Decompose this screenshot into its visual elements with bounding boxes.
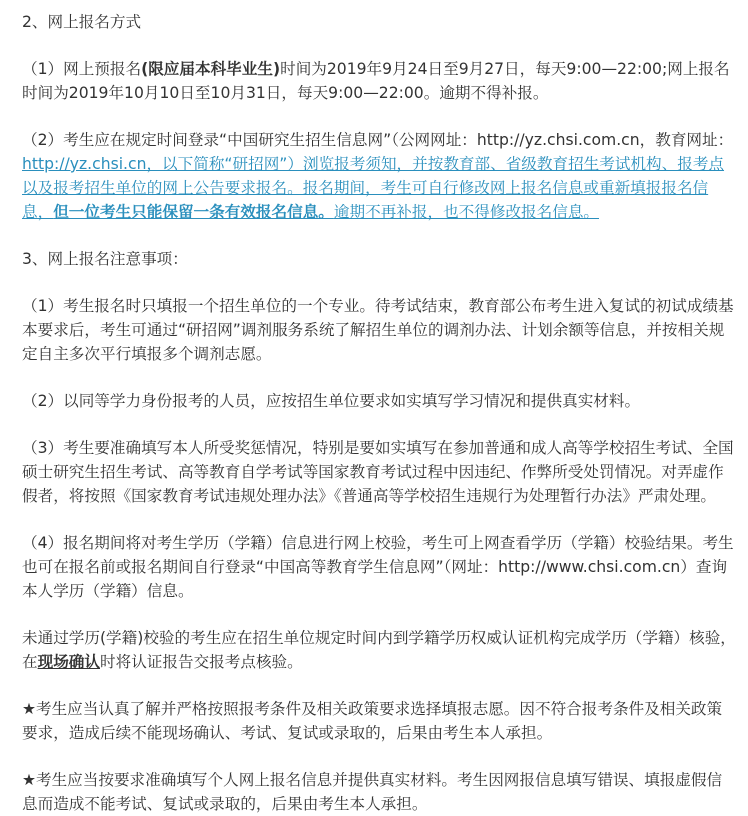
section-3-item-4: （4）报名期间将对考生学历（学籍）信息进行网上校验，考生可上网查看学历（学籍）校验结果。考生也可在报名前或报名期间自行登录“中国高等教育学生信息网”（网址：http://www.chsi.com.cn）查询本人学历（学籍）信息。 [22, 534, 734, 600]
section-2-item-2 [22, 128, 736, 224]
section-2-heading: 2、网上报名方式 [22, 13, 142, 31]
item-2-prefix: （2）考生应在规定时间登录“中国研究生招生信息网”（公网网址：http://yz.chsi.com.cn，教育网址： [22, 131, 734, 149]
note-prefix: 未通过学历(学籍)校验的考生应在招生单位规定时间内到学籍学历权威认证机构完成学历（学籍）核验，在 [22, 629, 736, 671]
section-3-item-2: （2）以同等学力身份报考的人员，应按招生单位要求如实填写学习情况和提供真实材料。 [22, 392, 641, 410]
link-text[interactable]: http://yz.chsi.cn，以下简称“研招网”）浏览报考须知，并按教育部、省级教育招生考试机构、报考点以及报考招生单位的网上公告要求报名。报名期间，考生可自行修改网上报名信息或重新填报报名信息， [22, 155, 725, 221]
link-bold-text[interactable]: 但一位考生只能保留一条有效报名信息。 [53, 203, 334, 221]
star-note-1: ★考生应当认真了解并严格按照报考条件及相关政策要求选择填报志愿。因不符合报考条件及相关政策要求，造成后续不能现场确认、考试、复试或录取的，后果由考生本人承担。 [22, 700, 723, 742]
star-note-2: ★考生应当按要求准确填写个人网上报名信息并提供真实材料。考生因网报信息填写错误、填报虚假信息而造成不能考试、复试或录取的，后果由考生本人承担。 [22, 771, 723, 813]
section-3-item-3: （3）考生要准确填写本人所受奖惩情况，特别是要如实填写在参加普通和成人高等学校招生考试、全国硕士研究生招生考试、高等教育自学考试等国家教育考试过程中因违纪、作弊所受处罚情况。对弄虚作假者，将按照《国家教育考试违规处理办法》《普通高等学校招生违规行为处理暂行办法》严肃处理。 [22, 439, 734, 505]
note-rest: 时将认证报告交报考点核验。 [100, 653, 303, 671]
section-3-item-1: （1）考生报名时只填报一个招生单位的一个专业。待考试结束，教育部公布考生进入复试的初试成绩基本要求后，考生可通过“研招网”调剂服务系统了解招生单位的调剂办法、计划余额等信息，并按相关规定自主多次平行填报多个调剂志愿。 [22, 297, 734, 363]
link-tail-text[interactable]: 逾期不再补报，也不得修改报名信息。 [333, 203, 600, 221]
section-3-heading: 3、网上报名注意事项： [22, 250, 188, 268]
item-1-prefix: （1）网上预报名 [22, 60, 142, 78]
item-1-rest: 时间为2019年9月24日至9月27日，每天9:00—22:00;网上报名时间为2019年10月10日至10月31日，每天9:00—22:00。逾期不得补报。 [22, 60, 730, 102]
note-bold-onsite-confirm: 现场确认 [37, 653, 100, 671]
section-2-item-1 [22, 57, 736, 105]
item-1-bold-note: (限应届本科毕业生) [141, 60, 281, 78]
yz-chsi-link[interactable] [22, 155, 724, 221]
verification-note [22, 626, 736, 674]
